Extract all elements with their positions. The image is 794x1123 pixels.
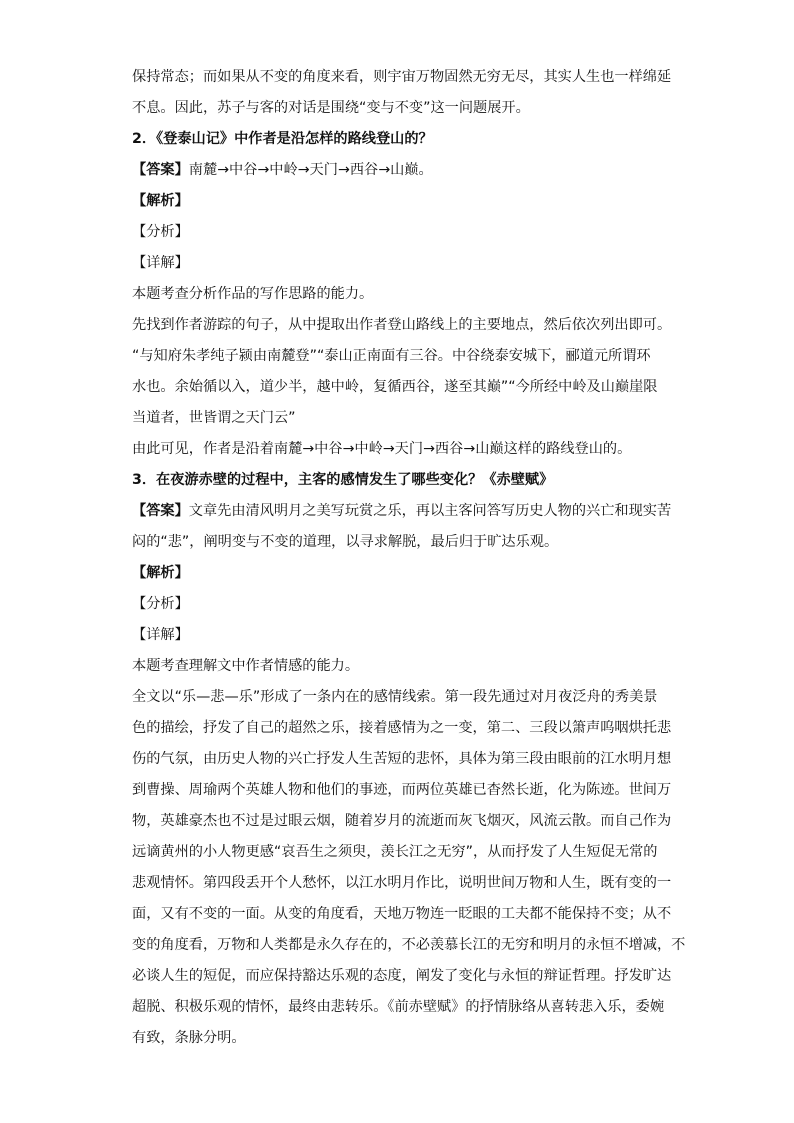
paragraph-line: 必谈人生的短促，而应保持豁达乐观的态度，阐发了变化与永恒的辩证哲理。抒发旷达 [132, 968, 672, 984]
paragraph-line: 本题考查理解文中作者情感的能力。 [132, 658, 360, 674]
fenxi-tag: 【分析】 [132, 224, 189, 240]
paragraph-line: 全文以“乐—悲—乐”形成了一条内在的感情线索。第一段先通过对月夜泛舟的秀美景 [132, 689, 658, 705]
paragraph-line: 面，又有不变的一面。从变的角度看，天地万物连一眨眼的工夫都不能保持不变；从不 [132, 906, 672, 922]
analysis-tag: 【解析】 [132, 565, 189, 581]
answer-text: 文章先由清风明月之美写玩赏之乐，再以主客问答写历史人物的兴亡和现实苦 [188, 503, 672, 519]
answer-line [132, 155, 672, 186]
paragraph-line: 变的角度看，万物和人类都是永久存在的，不必羡慕长江的无穷和明月的永恒不增减，不 [132, 937, 686, 953]
answer-line: 闷的“悲”，阐明变与不变的道理，以寻求解脱，最后归于旷达乐观。 [132, 534, 559, 550]
question-2-heading: 2．《登泰山记》中作者是沿怎样的路线登山的？ [132, 131, 433, 147]
answer-tag: 【答案】 [132, 503, 189, 519]
xiangjie-tag: 【详解】 [132, 255, 189, 271]
paragraph-line: 悲观情怀。第四段丢开个人愁怀，以江水明月作比，说明世间万物和人生，既有变的一 [132, 875, 672, 891]
paragraph-line: 远谪黄州的小人物更感“哀吾生之须臾，羡长江之无穷”，从而抒发了人生短促无常的 [132, 844, 658, 860]
document-page [132, 62, 686, 1054]
paragraph-line: “与知府朱孝纯子颍由南麓登”“泰山正南面有三谷。中谷绕泰安城下，郦道元所谓环 [132, 348, 651, 364]
paragraph-line: 保持常态；而如果从不变的角度来看，则宇宙万物固然无穷无尽，其实人生也一样绵延 [132, 69, 672, 85]
paragraph-line: 到曹操、周瑜两个英雄人物和他们的事迹，而两位英雄已杳然长逝，化为陈迹。世间万 [132, 782, 672, 798]
paragraph-line: 本题考查分析作品的写作思路的能力。 [132, 286, 374, 302]
paragraph-line: 有致，条脉分明。 [132, 1030, 246, 1046]
analysis-tag: 【解析】 [132, 193, 189, 209]
paragraph-line: 不息。因此，苏子与客的对话是围绕“变与不变”这一问题展开。 [132, 100, 530, 116]
paragraph-line: 超脱、积极乐观的情怀，最终由悲转乐。《前赤壁赋》的抒情脉络从喜转悲入乐，委婉 [132, 999, 665, 1015]
paragraph-line: 由此可见，作者是沿着南麓→中谷→中岭→天门→西谷→山巅这样的路线登山的。 [132, 441, 632, 457]
xiangjie-tag: 【详解】 [132, 627, 189, 643]
paragraph-line: 水也。余始循以入，道少半，越中岭，复循西谷，遂至其巅”“今所经中岭及山巅崖限 [132, 379, 658, 395]
answer-tag: 【答案】 [132, 162, 189, 178]
paragraph-line: 当道者，世皆谓之天门云” [132, 410, 296, 426]
paragraph-line: 先找到作者游踪的句子，从中提取出作者登山路线上的主要地点，然后依次列出即可。 [132, 317, 672, 333]
paragraph-line: 物，英雄豪杰也不过是过眼云烟，随着岁月的流逝而灰飞烟灭，风流云散。而自己作为 [132, 813, 672, 829]
fenxi-tag: 【分析】 [132, 596, 189, 612]
question-3-heading: 3．在夜游赤壁的过程中，主客的感情发生了哪些变化？《赤壁赋》 [132, 472, 554, 488]
answer-text: 南麓→中谷→中岭→天门→西谷→山巅。 [188, 162, 433, 178]
paragraph-line: 色的描绘，抒发了自己的超然之乐，接着感情为之一变，第二、三段以箫声呜咽烘托悲 [132, 720, 672, 736]
answer-line [132, 496, 672, 527]
paragraph-line: 伤的气氛，由历史人物的兴亡抒发人生苦短的悲怀，具体为第三段由眼前的江水明月想 [132, 751, 672, 767]
